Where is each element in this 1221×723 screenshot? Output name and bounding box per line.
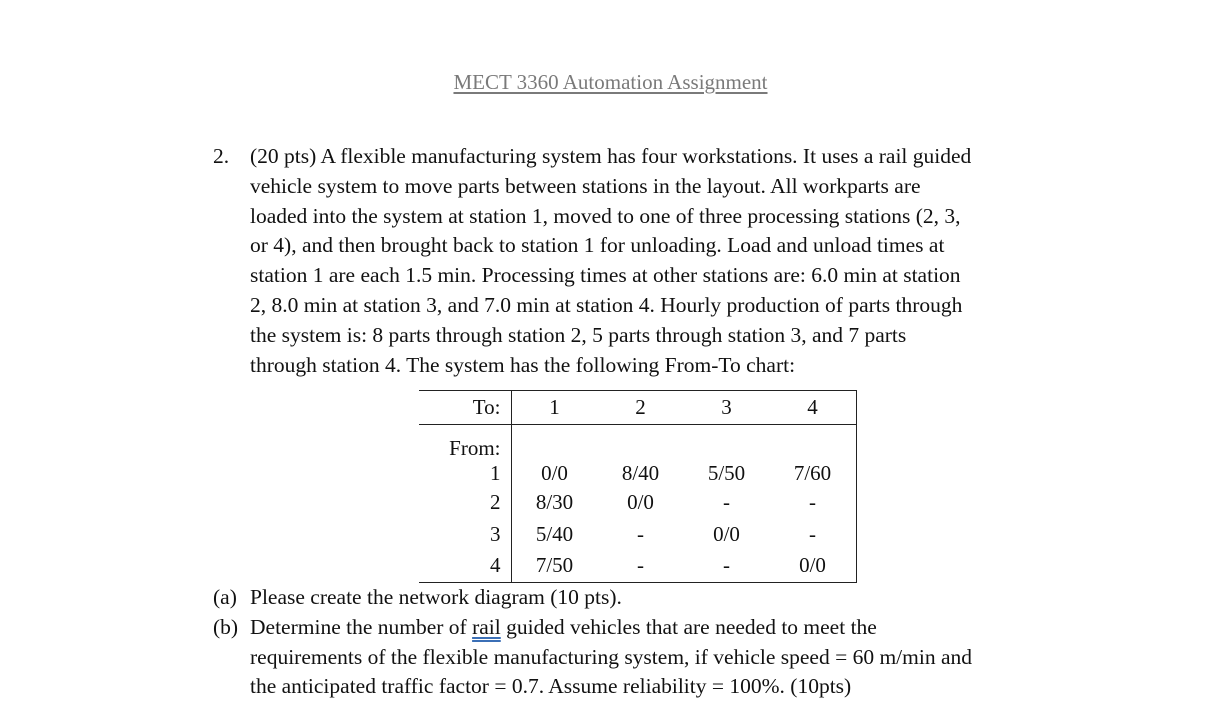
question-line: vehicle system to move parts between stations in the layout. All workparts are [250, 173, 921, 198]
question-line: (20 pts) A flexible manufacturing system has four workstations. It uses a rail guided [250, 144, 972, 168]
table-cell: - [723, 490, 730, 515]
part-label: (a) [213, 585, 237, 609]
page-title: MECT 3360 Automation Assignment [453, 70, 768, 94]
part-b-line [250, 613, 877, 643]
question-line: 2, 8.0 min at station 3, and 7.0 min at station 4. Hourly production of parts through [250, 292, 963, 317]
part-b-line: requirements of the flexible manufacturing system, if vehicle speed = 60 m/min and [250, 645, 973, 669]
table-cell: 5/40 [535, 521, 574, 546]
table-row [419, 550, 856, 582]
row-header: 1 [419, 461, 511, 487]
column-header: 4 [770, 391, 857, 425]
column-header: 3 [684, 391, 770, 425]
part-b-text-before: Determine the number of [250, 615, 473, 639]
part-a-text: Please create the network diagram (10 pts). [250, 585, 622, 609]
question-line: station 1 are each 1.5 min. Processing times at other stations are: 6.0 min at station [250, 263, 961, 288]
table-cell: - [684, 550, 770, 582]
table-cell: - [770, 487, 857, 519]
table-cell: 7/50 [511, 550, 598, 582]
table-cell: 8/30 [535, 490, 574, 515]
question-text [250, 142, 1050, 380]
table-cell: 0/0 [713, 521, 740, 546]
column-header: 2 [598, 391, 684, 425]
row-header: 4 [419, 550, 511, 582]
question-number: 2. [213, 144, 230, 168]
table-cell: 8/40 [621, 461, 660, 485]
column-header: 1 [511, 391, 598, 425]
spellcheck-word: rail [472, 615, 501, 639]
from-to-chart [419, 390, 857, 583]
from-label-row [419, 425, 856, 462]
from-label: From: [419, 425, 511, 462]
part-b-text-after: guided vehicles that are needed to meet the [500, 615, 877, 639]
table-cell: 5/50 [707, 461, 746, 485]
question-line: through station 4. The system has the following From-To chart: [250, 352, 796, 377]
row-header: 3 [419, 519, 511, 551]
table-cell: - [637, 521, 644, 546]
part-label: (b) [213, 615, 239, 639]
row-header: 2 [419, 487, 511, 519]
table-cell: 0/0 [541, 461, 568, 485]
table-cell: 7/60 [770, 461, 857, 487]
table-row [419, 487, 856, 519]
table-cell: 0/0 [770, 550, 857, 582]
table-cell: - [598, 550, 684, 582]
table-row [419, 461, 856, 487]
table-row [419, 519, 856, 551]
table-cell: 0/0 [627, 490, 654, 515]
part-b-line: the anticipated traffic factor = 0.7. Assume reliability = 100%. (10pts) [250, 674, 852, 698]
question-line: or 4), and then brought back to station 1 for unloading. Load and unload times at [250, 233, 945, 258]
table-cell: - [770, 519, 857, 551]
from-to-header-row [419, 391, 856, 425]
question-line: the system is: 8 parts through station 2, 5 parts through station 3, and 7 parts [250, 322, 907, 347]
question-line: loaded into the system at station 1, moved to one of three processing stations (2, 3, [250, 203, 961, 228]
to-label: To: [419, 391, 511, 425]
